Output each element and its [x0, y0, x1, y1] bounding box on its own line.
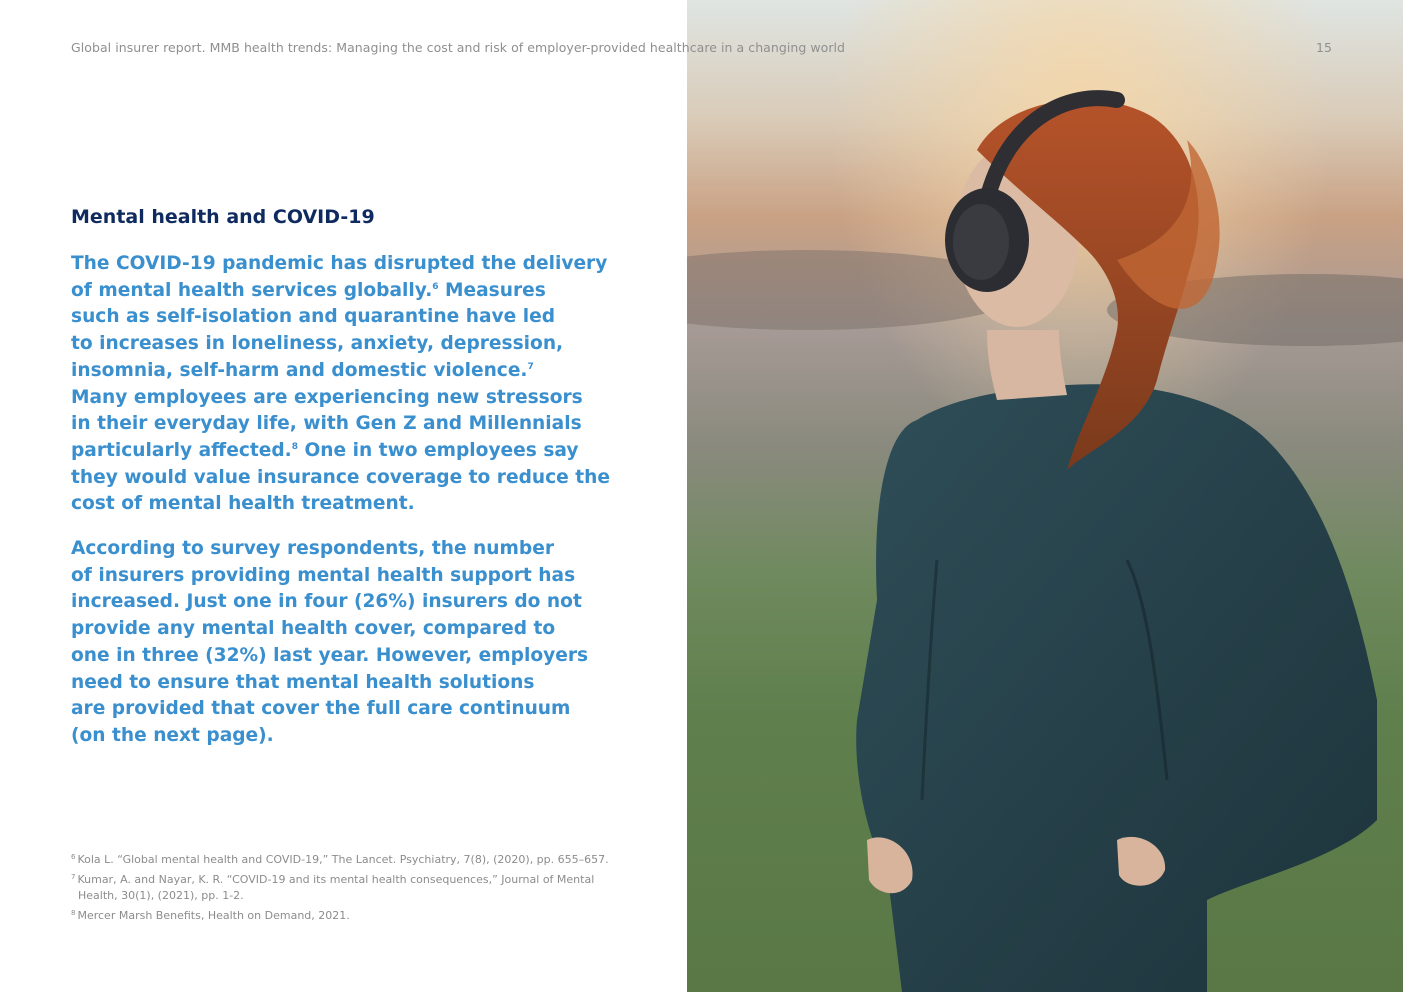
footnote-ref: 6: [432, 281, 439, 292]
survey-paragraph: [71, 536, 631, 750]
photo-illustration: [687, 0, 1403, 992]
footnotes: [71, 849, 631, 925]
footnote-8: $^8$ Mercer Marsh Benefits, Health on Demand, 2021.: [71, 909, 350, 923]
report-header: Global insurer report. MMB health trends: Managing the cost and risk of employer-provided healthcare in a changing world: [71, 40, 846, 55]
footnote-6: $^6$ Kola L. “Global mental health and COVID-19,” The Lancet. Psychiatry, 7(8), (2020), pp. 655–657.: [71, 853, 609, 866]
footnote-7: $^7$ Kumar, A. and Nayar, K. R. “COVID-19 and its mental health consequences,” Journal of Mental: [71, 872, 595, 886]
text-line: Many employees are experiencing new stressors: [71, 386, 583, 408]
text-line: of insurers providing mental health support has: [71, 564, 576, 586]
text-line: insomnia, self-harm and domestic violence.$^7$: [71, 359, 534, 381]
footnote-ref: 7: [527, 361, 534, 372]
text-line: increased. Just one in four (26%) insurers do not: [71, 591, 582, 613]
text-line: such as self-isolation and quarantine have led: [71, 306, 556, 328]
page-number: 15: [1316, 40, 1332, 55]
text-line: cost of mental health treatment.: [71, 493, 415, 515]
main-content: [71, 206, 631, 768]
text-line: are provided that cover the full care continuum: [71, 698, 571, 720]
text-line: provide any mental health cover, compared to: [71, 618, 556, 640]
woman-with-headphones-photo: [687, 0, 1403, 992]
text-line: they would value insurance coverage to reduce the: [71, 466, 610, 488]
text-line: particularly affected.$^8$ One in two employees say: [71, 439, 579, 461]
text-line: to increases in loneliness, anxiety, depression,: [71, 333, 564, 355]
text-line: need to ensure that mental health solutions: [71, 671, 535, 693]
text-line: According to survey respondents, the number: [71, 538, 554, 560]
section-title: Mental health and COVID-19: [71, 206, 375, 228]
footnote-ref: 8: [291, 441, 298, 452]
intro-paragraph: [71, 251, 631, 518]
text-line: one in three (32%) last year. However, employers: [71, 644, 589, 666]
text-line: in their everyday life, with Gen Z and Millennials: [71, 413, 582, 435]
footnote-7-continued: Health, 30(1), (2021), pp. 1-2.: [78, 889, 244, 903]
text-line: of mental health services globally.$^6$ Measures: [71, 279, 546, 301]
text-line: (on the next page).: [71, 724, 274, 746]
text-line: The COVID-19 pandemic has disrupted the delivery: [71, 253, 608, 274]
